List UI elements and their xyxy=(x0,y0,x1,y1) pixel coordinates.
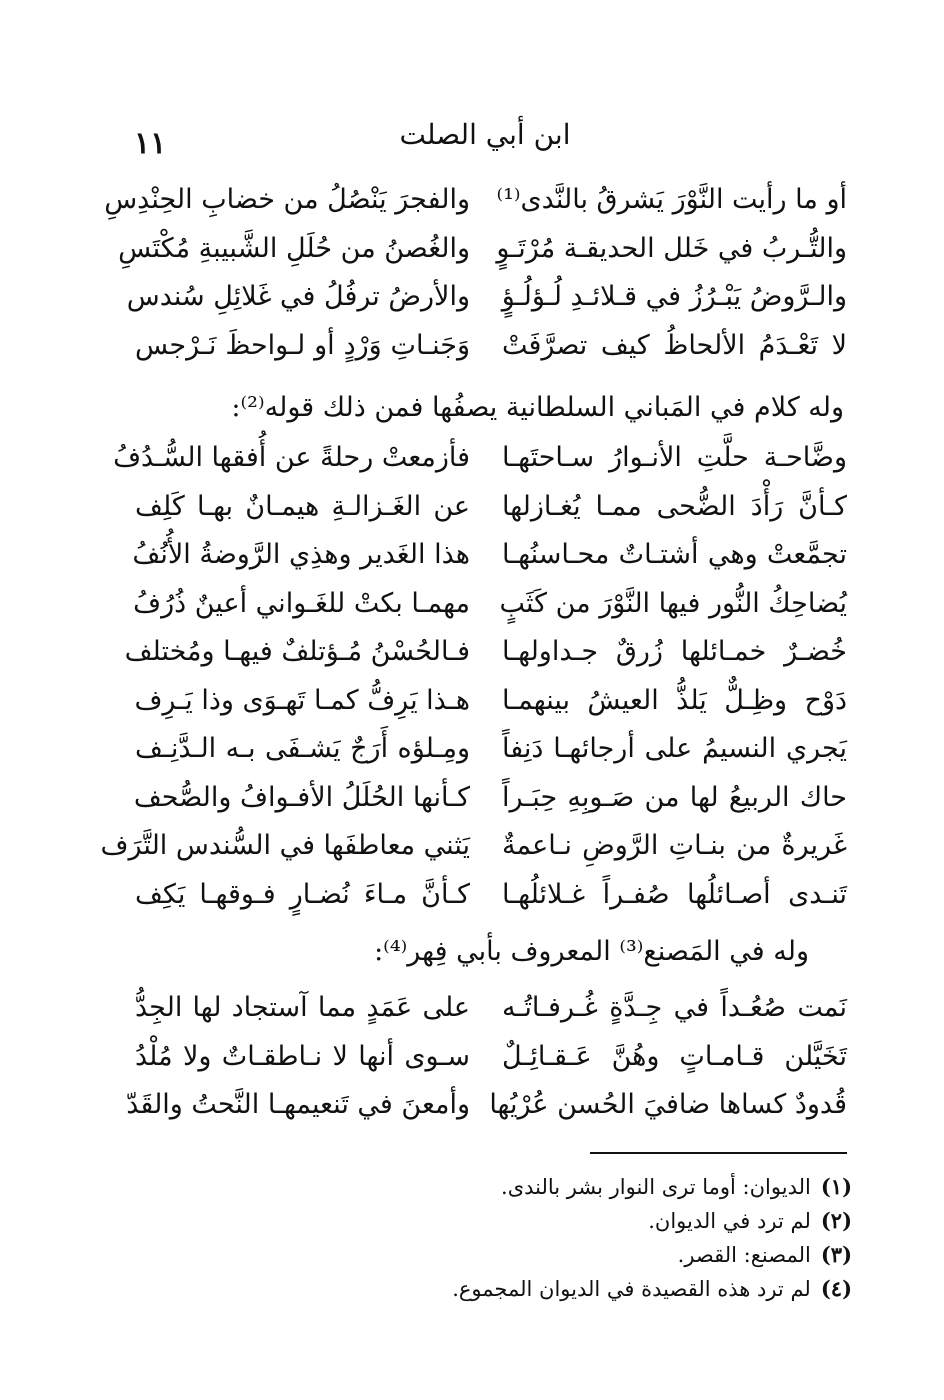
footnote-text: الديوان: أوما ترى النوار بشر بالندى. xyxy=(501,1175,811,1199)
second-hemistich: سـوى أنها لا نـاطقـاتٌ ولا مُلْدُ xyxy=(135,1040,470,1072)
first-hemistich: والتُّـربُ في خَلل الحديقـة مُرْتَـوٍ xyxy=(496,232,847,264)
second-hemistich: على عَمَدٍ مما آستجاد لها الجِدُّ xyxy=(135,992,470,1023)
footnote xyxy=(420,1238,852,1272)
poem-3 xyxy=(126,984,847,1130)
second-hemistich: والغُصنُ من حُلَلِ الشَّبيبةِ مُكْتَسِ xyxy=(118,232,470,264)
footnote-number: (٣) xyxy=(820,1242,852,1267)
page-header xyxy=(120,112,850,160)
first-hemistich: تجمَّعتْ وهي أشتـاتٌ محـاسنُهـا xyxy=(502,539,847,570)
footnote-number: (١) xyxy=(820,1174,852,1199)
verse xyxy=(135,483,847,532)
second-hemistich: فأزمعتْ رحلةً عن أُفقها السُّـدُفُ xyxy=(113,442,470,473)
verse xyxy=(135,984,847,1033)
footnotes xyxy=(420,1170,852,1306)
first-hemistich: كـأنَّ رَأْدَ الضُّحى ممـا يُغـازلها xyxy=(502,490,847,522)
first-hemistich: والـرَّوضُ يَبْـرُزُ في قـلائـدِ لُـؤلُـؤٍ xyxy=(501,281,847,312)
verse xyxy=(104,176,847,225)
verse xyxy=(135,725,847,774)
poem-2 xyxy=(100,434,847,919)
footnote-text: المصنع: القصر. xyxy=(677,1243,811,1267)
verse xyxy=(132,531,847,580)
first-hemistich: أو ما رأيت النَّوْرَ يَشرقُ بالنَّدى⁽¹⁾ xyxy=(496,184,847,215)
footnote xyxy=(420,1272,852,1306)
verse xyxy=(135,580,847,629)
first-hemistich: نَمت صُعُـداً في جِـدَّةٍ غُـرفـاتُـه xyxy=(502,992,847,1023)
second-hemistich: هذا الغَدير وهذِي الرَّوضةُ الأُنُفُ xyxy=(132,539,470,570)
second-hemistich: عن الغَـزالـةِ هيمـانٌ بهـا كَلِف xyxy=(135,490,470,522)
verse xyxy=(124,628,847,677)
second-hemistich: وَجَنـاتِ وَرْدٍ أو لـواحظَ نَـرْجس xyxy=(135,329,470,361)
poem-1 xyxy=(104,176,847,370)
verse xyxy=(135,871,847,920)
first-hemistich: خُضـرٌ خمـائلها زُرقٌ جـداولهـا xyxy=(502,636,847,667)
verse xyxy=(135,322,847,371)
second-hemistich: فـالحُسْنُ مُـؤتلفٌ فيهـا ومُختلف xyxy=(124,636,470,667)
intro-line-3: وله في المَصنع⁽³⁾ المعروف بأبي فِهر⁽⁴⁾: xyxy=(374,936,809,967)
page-number: ١١ xyxy=(134,126,167,161)
verse xyxy=(126,1081,847,1130)
second-hemistich: كـأنها الحُلَلُ الأفـوافُ والصُّحف xyxy=(133,781,470,813)
second-hemistich: وأمعنَ في تَنعيمهـا النَّحتُ والقَدّ xyxy=(126,1089,470,1120)
first-hemistich: يَجري النسيمُ على أرجائهـا دَنِفاً xyxy=(502,733,847,764)
first-hemistich: وضَّاحـة حلَّتِ الأنـوارُ سـاحتَهـا xyxy=(502,442,847,473)
first-hemistich: دَوْح وظِـلٌّ يَلذُّ العيشُ بينهمـا xyxy=(502,684,847,716)
second-hemistich: كـأنَّ مـاءَ نُضـارٍ فـوقهـا يَكِف xyxy=(135,878,470,910)
second-hemistich: مهمـا بكتْ للغَـواني أعينٌ ذُرُفُ xyxy=(133,587,470,619)
first-hemistich: تَنـدى أصـائلُها صُفـراً غـلائلُهـا xyxy=(502,878,847,910)
verse xyxy=(135,677,847,726)
first-hemistich: تَخَيَّلن قـامـاتٍ وهُنَّ عَـقـائِـلٌ xyxy=(502,1040,847,1072)
footnote-text: لم ترد في الديوان. xyxy=(648,1209,811,1233)
footnote-rule xyxy=(590,1152,847,1154)
running-title: ابن أبي الصلت xyxy=(399,118,571,151)
second-hemistich: ومِـلؤه أَرَجٌ يَشـفَى بـه الـدَّنِـف xyxy=(135,733,470,764)
first-hemistich: لا تَعْـدَمُ الألحاظُ كيف تصرَّفَتْ xyxy=(502,329,847,361)
verse xyxy=(135,1033,847,1082)
second-hemistich: هـذا يَرِفُّ كمـا تَهـوَى وذا يَـرِف xyxy=(134,684,470,716)
verse xyxy=(118,225,847,274)
first-hemistich: قُدودٌ كساها ضافيَ الحُسن عُرْيُها xyxy=(489,1089,847,1120)
first-hemistich: غَريرةٌ من بنـاتِ الرَّوضِ نـاعمةٌ xyxy=(502,830,847,861)
footnote-number: (٤) xyxy=(820,1276,852,1301)
second-hemistich: يَثني معاطفَها في السُّندس التَّرَف xyxy=(100,830,470,861)
footnote xyxy=(420,1170,852,1204)
first-hemistich: يُضاحِكُ النُّور فيها النَّوْرَ من كَثَبٍ xyxy=(499,587,847,619)
verse xyxy=(135,774,847,823)
verse xyxy=(100,822,847,871)
second-hemistich: والأرضُ ترفُلُ في غَلائِلِ سُندس xyxy=(126,281,470,312)
footnote-number: (٢) xyxy=(820,1208,852,1233)
intro-line-2: وله كلام في المَباني السلطانية يصفُها فمن ذلك قوله⁽²⁾: xyxy=(231,392,844,423)
verse xyxy=(126,273,847,322)
footnote xyxy=(420,1204,852,1238)
second-hemistich: والفجرَ يَنْصُلُ من خضابِ الحِنْدِسِ xyxy=(104,184,470,215)
first-hemistich: حاك الربيعُ لها من صَـوبِهِ حِبَـراً xyxy=(502,781,847,813)
verse xyxy=(113,434,847,483)
footnote-text: لم ترد هذه القصيدة في الديوان المجموع. xyxy=(452,1277,811,1301)
